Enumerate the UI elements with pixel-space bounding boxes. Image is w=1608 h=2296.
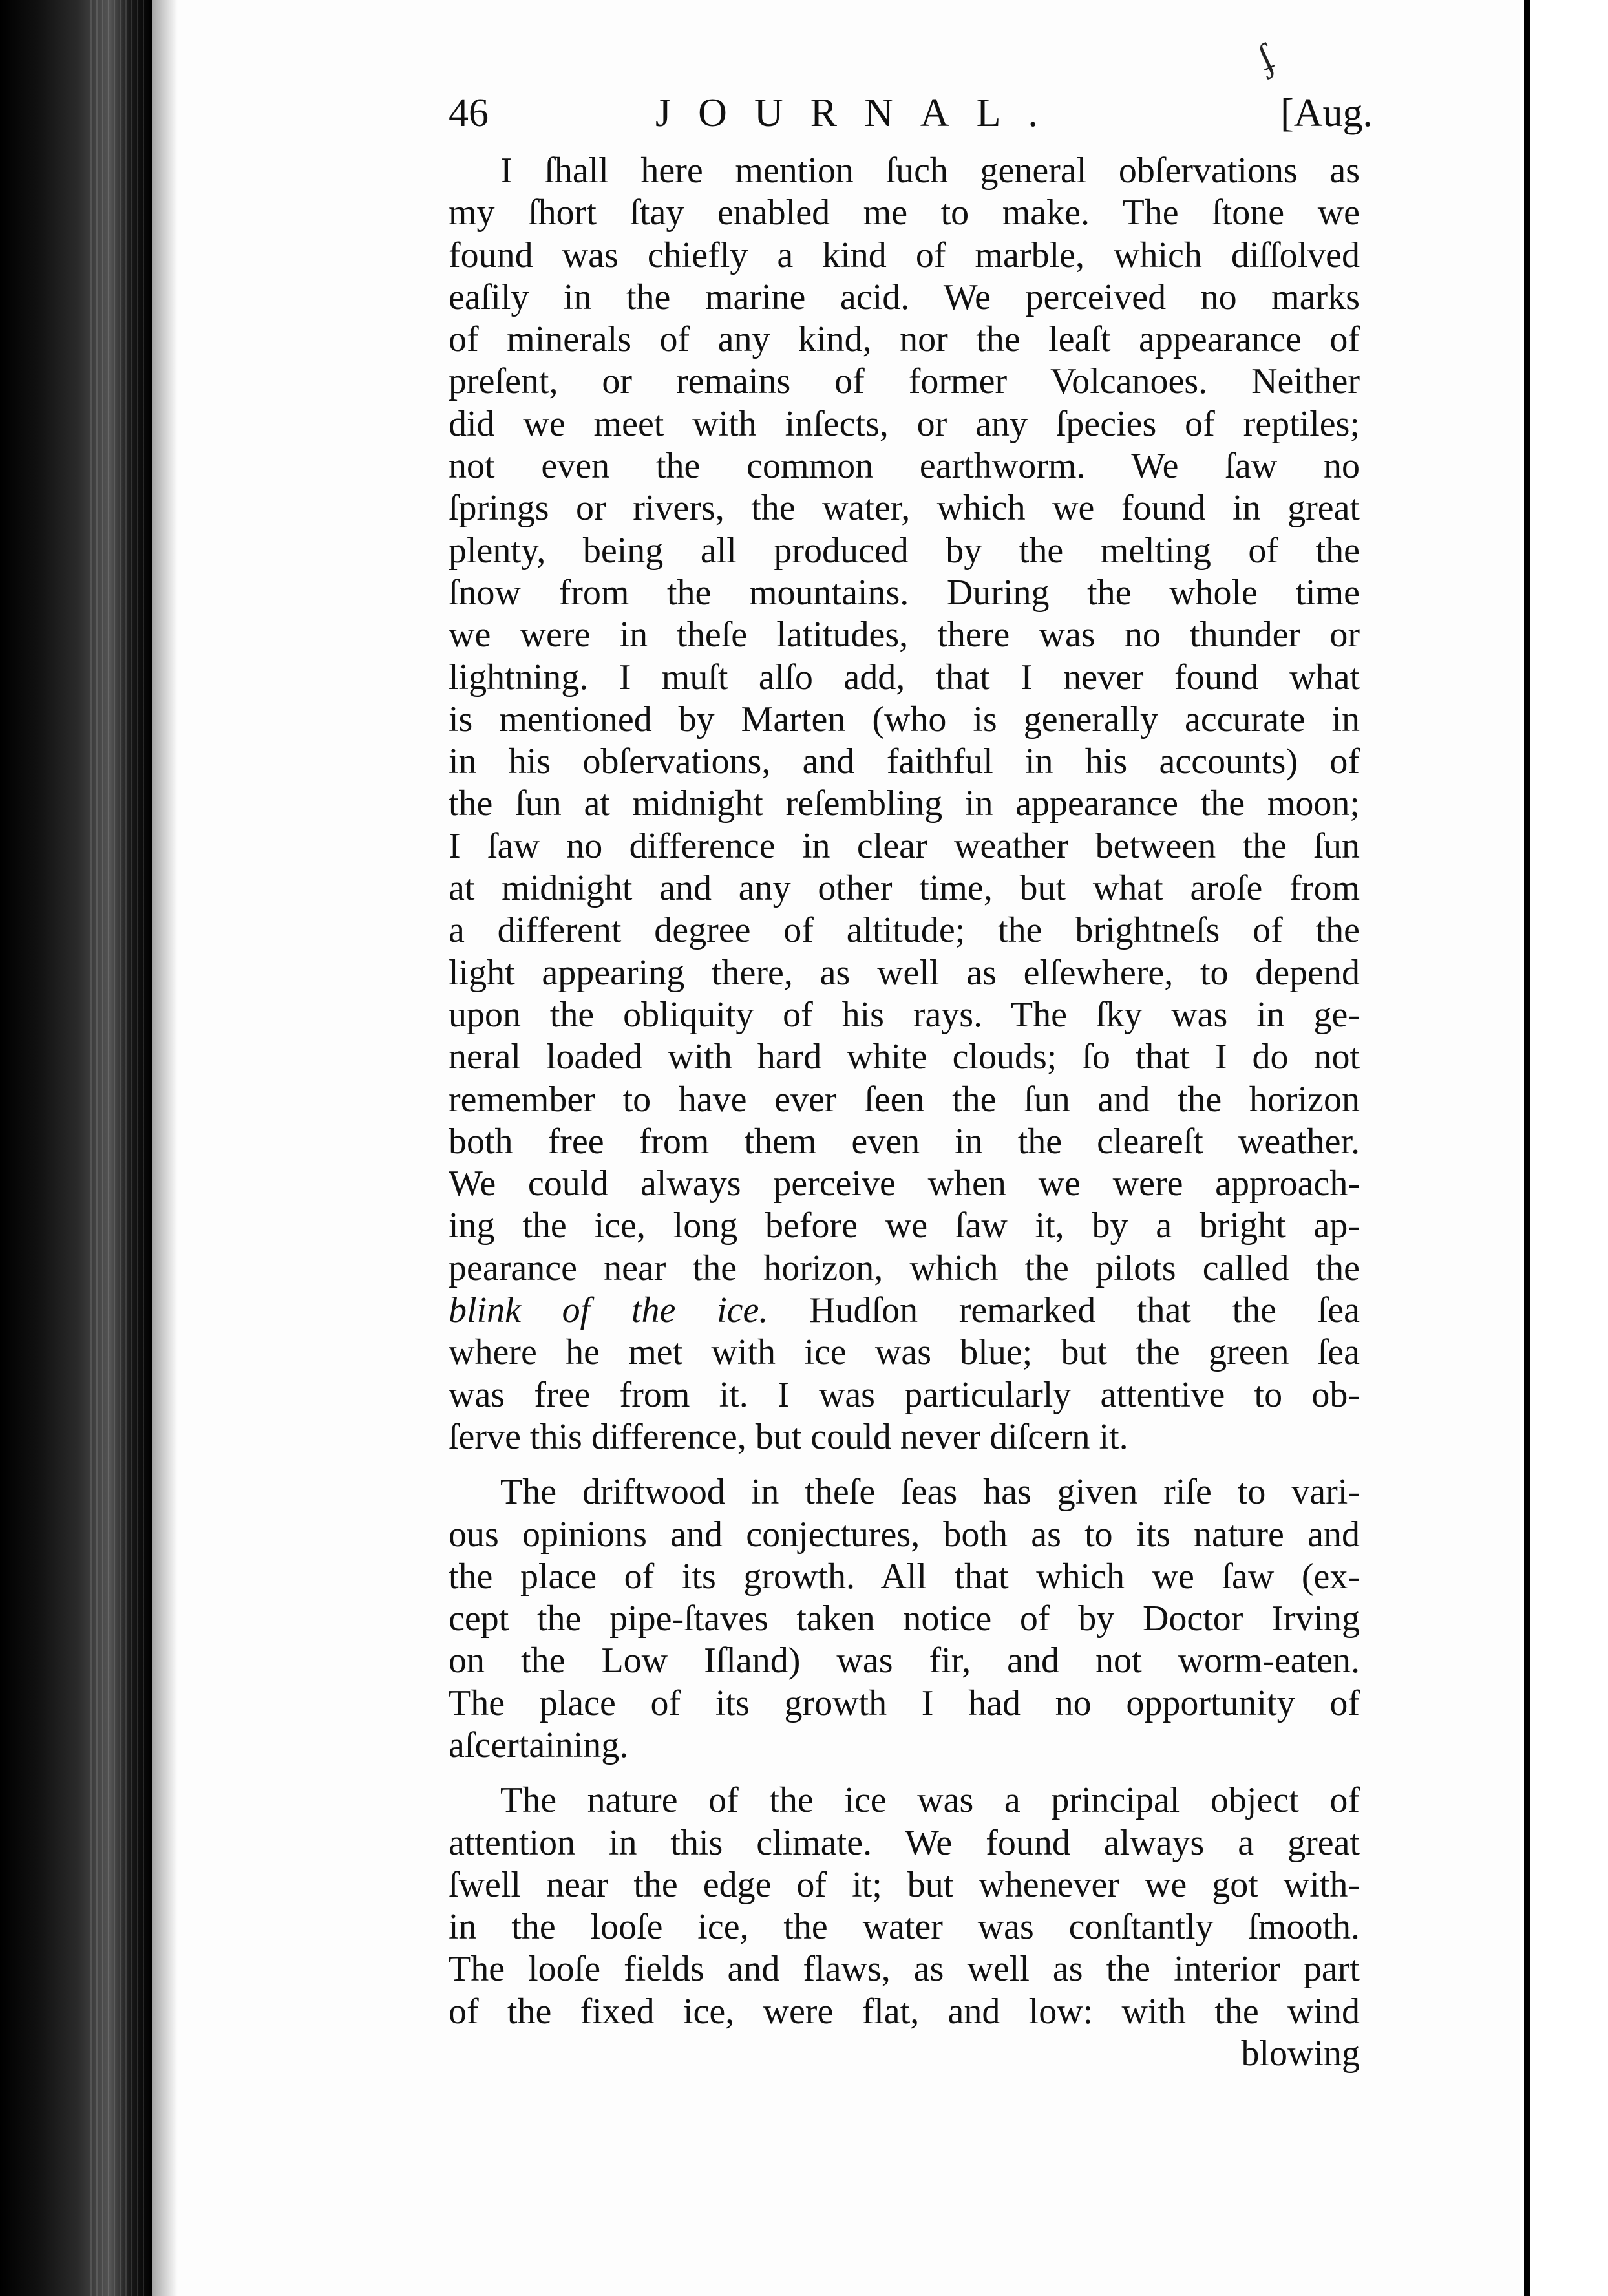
text-line: attention in this climate. We found always a great [449, 1822, 1360, 1863]
text-line: was free from it. I was particularly attentive to ob- [449, 1374, 1360, 1415]
page-number: 46 [449, 91, 489, 135]
text-line: of the fixed ice, were flat, and low: with the wind [449, 1991, 1360, 2032]
text-line: aſcertaining. [449, 1725, 629, 1765]
month-marker: [Aug. [1280, 91, 1373, 135]
text-line: upon the obliquity of his rays. The ſky was in ge- [449, 994, 1360, 1035]
text-line: at midnight and any other time, but what aroſe from [449, 868, 1360, 909]
text-line: ſnow from the mountains. During the whole time [449, 572, 1360, 613]
text-line: The looſe fields and flaws, as well as the interior part [449, 1949, 1360, 1990]
text-line: where he met with ice was blue; but the green ſea [449, 1332, 1360, 1373]
running-title: JOURNAL. [655, 91, 1065, 135]
text-line: ing the ice, long before we ſaw it, by a bright ap- [449, 1206, 1360, 1246]
text-line: of minerals of any kind, nor the leaſt appearance of [449, 319, 1360, 360]
text-line: on the Low Iſland) was fir, and not worm-eaten. [449, 1641, 1360, 1681]
text-line: cept the pipe-ſtaves taken notice of by Doctor Irving [449, 1599, 1360, 1639]
text-line: both free from them even in the cleareſt weather. [449, 1121, 1360, 1162]
text-line: in the looſe ice, the water was conſtantly ſmooth. [449, 1907, 1360, 1948]
text-line: plenty, being all produced by the melting of the [449, 530, 1360, 571]
text-line: neral loaded with hard white clouds; ſo that I do not [449, 1037, 1360, 1078]
text-line: light appearing there, as well as elſewhere, to depend [449, 952, 1360, 993]
text-line: remember to have ever ſeen the ſun and the horizon [449, 1079, 1360, 1120]
text-line: ſprings or rivers, the water, which we found in great [449, 488, 1360, 529]
text-line: the ſun at midnight reſembling in appearance the moon; [449, 783, 1360, 824]
text-line: preſent, or remains of former Volcanoes. Neither [449, 361, 1360, 402]
text-line: is mentioned by Marten (who is generally accurate in [449, 699, 1360, 739]
text-line: ous opinions and conjectures, both as to its nature and [449, 1514, 1360, 1555]
binding-page-edges [90, 0, 149, 2296]
text-line: lightning. I muſt alſo add, that I never found what [449, 657, 1360, 697]
gutter-shadow [152, 0, 178, 2296]
text-line: my ſhort ſtay enabled me to make. The ſtone we [449, 193, 1360, 233]
text-line: found was chiefly a kind of marble, which diſſolved [449, 235, 1360, 275]
text-line: ſerve this difference, but could never diſcern it. [449, 1416, 1128, 1457]
text-line: not even the common earthworm. We ſaw no [449, 446, 1360, 487]
text-line: We could always perceive when we were approach- [449, 1164, 1360, 1204]
scan-mark-glyph: ʄ [1250, 35, 1280, 80]
text-line: in his obſervations, and faithful in his accounts) of [449, 741, 1360, 782]
body-text [449, 150, 1360, 2075]
text-line: The place of its growth I had no opportunity of [449, 1683, 1360, 1723]
text-line: I ſhall here mention ſuch general obſervations as [500, 151, 1360, 191]
text-line: pearance near the horizon, which the pilots called the [449, 1248, 1360, 1288]
text-line: a different degree of altitude; the brightneſs of the [449, 910, 1360, 951]
text-line: did we meet with inſects, or any ſpecies of reptiles; [449, 403, 1360, 444]
text-line: ſwell near the edge of it; but whenever we got with- [449, 1864, 1360, 1905]
text-line: The nature of the ice was a principal object of [500, 1780, 1360, 1821]
facing-page-edge [1524, 0, 1608, 2296]
text-line: we were in theſe latitudes, there was no thunder or [449, 615, 1360, 655]
text-line: I ſaw no difference in clear weather between the ſun [449, 825, 1360, 866]
text-line: The driftwood in theſe ſeas has given riſe to vari- [500, 1472, 1360, 1513]
catchword: blowing [1241, 2034, 1360, 2074]
text-line: the place of its growth. All that which we ſaw (ex- [449, 1556, 1360, 1597]
running-header [449, 90, 1373, 149]
text-line: blink of the ice. Hudſon remarked that the ſea [449, 1290, 1360, 1331]
text-line: eaſily in the marine acid. We perceived no marks [449, 277, 1360, 317]
